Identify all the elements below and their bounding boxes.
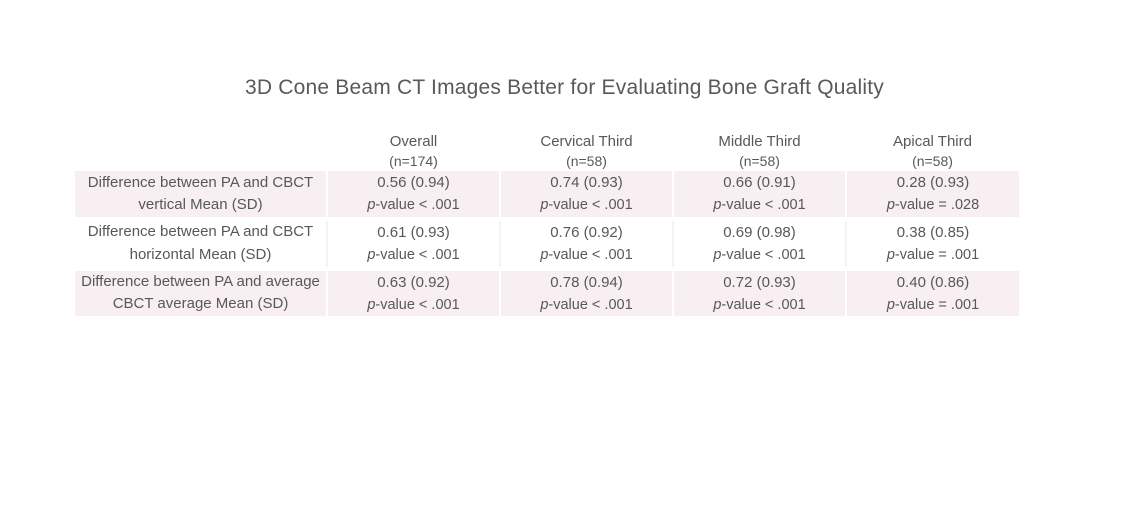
p-rest: -value = .028 <box>894 197 980 214</box>
table-cell <box>673 221 846 267</box>
p-italic: p <box>886 197 895 214</box>
cell-value: 0.38 (0.85) <box>896 223 970 241</box>
table-cell <box>673 271 846 317</box>
p-italic: p <box>367 296 376 313</box>
column-header-n: (n=58) <box>739 153 780 170</box>
p-rest: -value < .001 <box>721 197 806 214</box>
cell-value: 0.63 (0.92) <box>377 273 450 291</box>
cell-value: 0.56 (0.94) <box>377 174 450 192</box>
cell-pvalue <box>501 294 672 316</box>
cell-value: 0.66 (0.91) <box>723 174 796 192</box>
column-header-label: Overall <box>389 133 438 150</box>
stats-table <box>75 132 1019 316</box>
p-italic: p <box>540 247 549 264</box>
p-italic: p <box>886 247 895 264</box>
table-row <box>75 171 1019 217</box>
cell-pvalue <box>328 244 499 266</box>
p-rest: -value < .001 <box>548 197 633 214</box>
table-cell <box>846 171 1019 217</box>
p-italic: p <box>367 247 376 264</box>
p-italic: p <box>713 197 722 214</box>
p-italic: p <box>540 197 549 214</box>
p-italic: p <box>540 296 549 313</box>
p-rest: -value < .001 <box>721 247 806 264</box>
row-label: Difference between PA and CBCT vertical Mean (SD) <box>75 171 327 217</box>
p-rest: -value = .001 <box>894 247 980 264</box>
table-cell <box>500 171 673 217</box>
stats-table-container <box>75 132 1019 316</box>
table-cell <box>846 271 1019 317</box>
p-italic: p <box>367 197 376 214</box>
p-rest: -value < .001 <box>375 197 460 214</box>
cell-pvalue <box>847 294 1019 316</box>
column-header-n: (n=58) <box>912 153 953 170</box>
cell-pvalue <box>847 244 1019 266</box>
cell-pvalue <box>674 194 845 216</box>
cell-pvalue <box>674 294 845 316</box>
cell-value: 0.76 (0.92) <box>550 223 623 241</box>
table-row <box>75 221 1019 267</box>
cell-value: 0.28 (0.93) <box>896 174 970 192</box>
table-header-row <box>75 132 1019 171</box>
p-italic: p <box>713 296 722 313</box>
column-header-label: Cervical Third <box>540 133 633 150</box>
cell-value: 0.74 (0.93) <box>550 174 623 192</box>
table-cell <box>500 221 673 267</box>
table-cell <box>327 171 500 217</box>
page-title: 3D Cone Beam CT Images Better for Evaluating Bone Graft Quality <box>244 76 884 99</box>
table-cell <box>327 221 500 267</box>
column-header-cervical-third <box>500 132 673 171</box>
table-corner-header <box>75 132 327 171</box>
cell-pvalue <box>674 244 845 266</box>
p-rest: -value < .001 <box>375 247 460 264</box>
cell-value: 0.72 (0.93) <box>723 273 796 291</box>
p-italic: p <box>886 296 895 313</box>
cell-value: 0.69 (0.98) <box>723 223 796 241</box>
cell-pvalue <box>328 294 499 316</box>
p-rest: -value < .001 <box>721 296 806 313</box>
table-row <box>75 271 1019 317</box>
p-rest: -value = .001 <box>894 296 980 313</box>
row-label: Difference between PA and average CBCT average Mean (SD) <box>75 271 327 317</box>
column-header-label: Apical Third <box>893 133 972 150</box>
cell-value: 0.78 (0.94) <box>550 273 623 291</box>
cell-pvalue <box>501 244 672 266</box>
column-header-middle-third <box>673 132 846 171</box>
p-rest: -value < .001 <box>548 247 633 264</box>
column-header-apical-third <box>846 132 1019 171</box>
p-italic: p <box>713 247 722 264</box>
cell-value: 0.61 (0.93) <box>377 223 450 241</box>
table-body <box>75 171 1019 316</box>
table-cell <box>846 221 1019 267</box>
column-header-label: Middle Third <box>718 133 801 150</box>
p-rest: -value < .001 <box>548 296 633 313</box>
column-header-overall <box>327 132 500 171</box>
column-header-n: (n=58) <box>566 153 607 170</box>
cell-pvalue <box>328 194 499 216</box>
table-cell <box>673 171 846 217</box>
table-cell <box>500 271 673 317</box>
p-rest: -value < .001 <box>375 296 460 313</box>
cell-pvalue <box>501 194 672 216</box>
cell-pvalue <box>847 194 1019 216</box>
cell-value: 0.40 (0.86) <box>896 273 970 291</box>
table-cell <box>327 271 500 317</box>
column-header-n: (n=174) <box>389 153 438 170</box>
table-header <box>75 132 1019 171</box>
row-label: Difference between PA and CBCT horizontal Mean (SD) <box>75 221 327 267</box>
